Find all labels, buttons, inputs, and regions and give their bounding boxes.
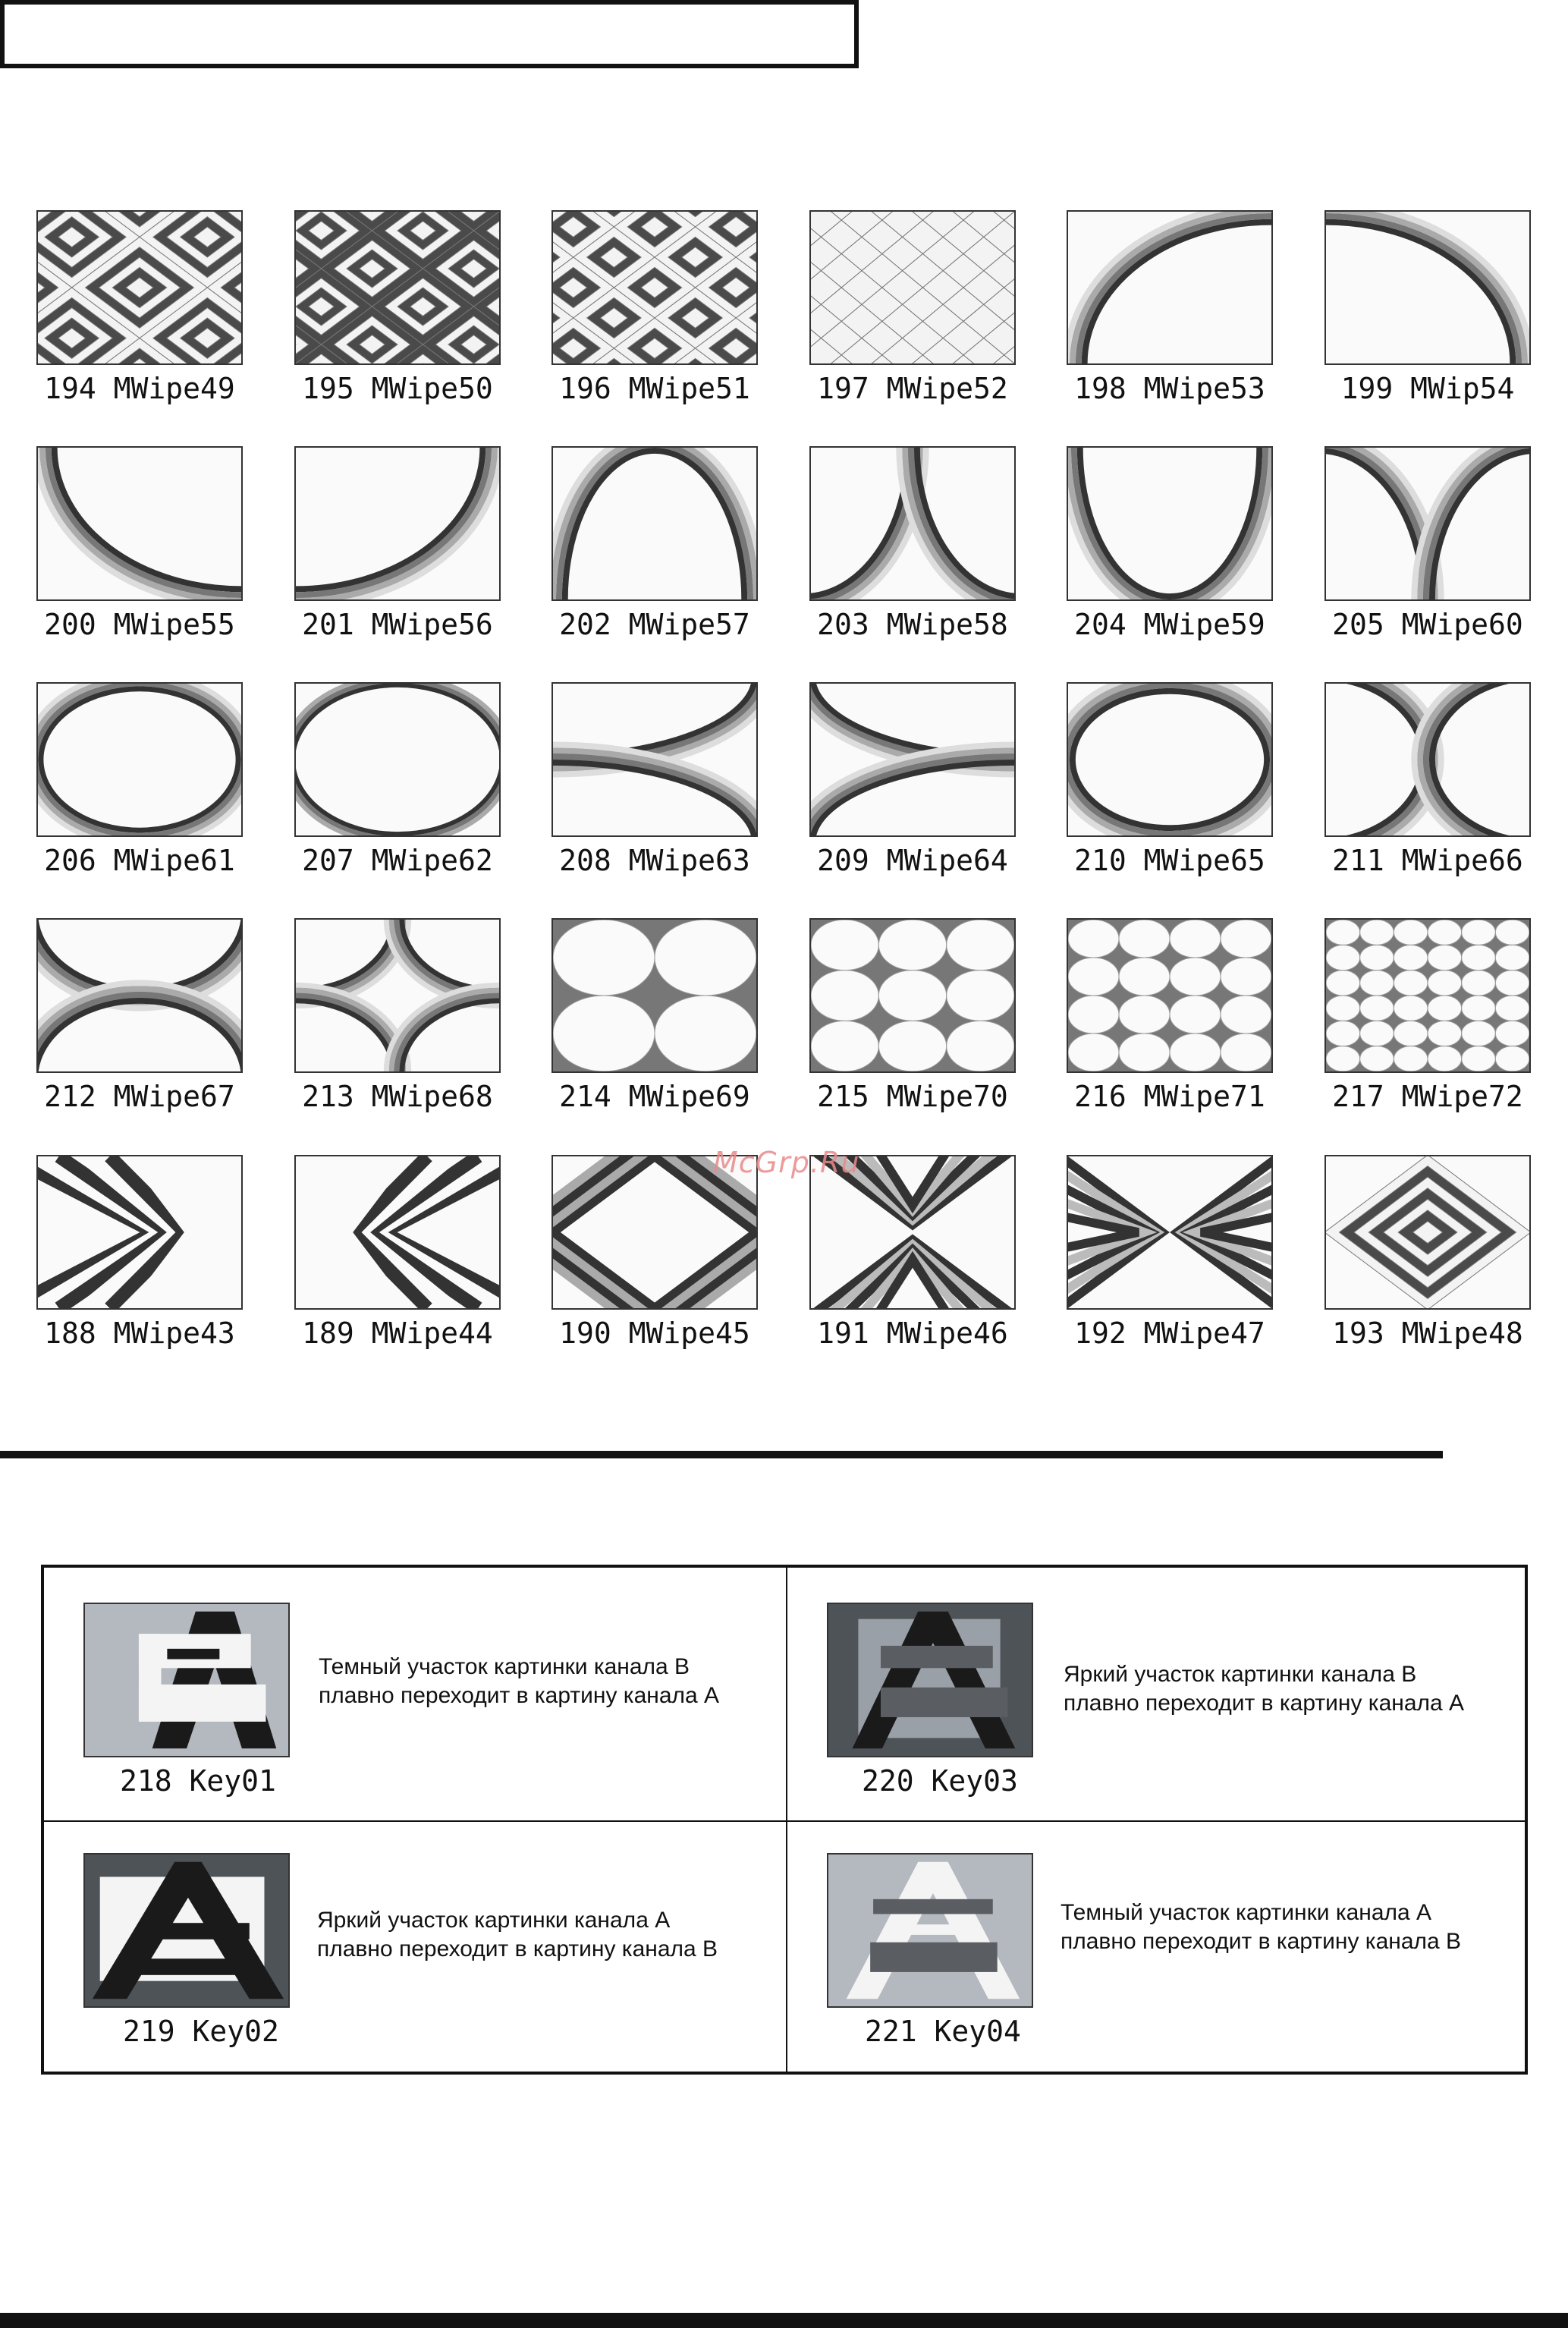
key-label: 219 Key02: [123, 2015, 279, 2048]
wipe-pattern-cell: [1067, 918, 1273, 1114]
key-label: 221 Key04: [865, 2015, 1021, 2048]
wipe-pattern-thumbnail: [1067, 1155, 1273, 1310]
wipe-pattern-label: 208 MWipe63: [559, 844, 750, 877]
wipe-pattern-cell: [36, 1155, 243, 1351]
wipe-pattern-cell: [1324, 1155, 1531, 1351]
wipe-pattern-graphic: [38, 212, 241, 363]
wipe-pattern-graphic: [1326, 684, 1529, 835]
wipe-pattern-cell: [551, 918, 758, 1114]
wipe-pattern-label: 192 MWipe47: [1074, 1317, 1265, 1350]
wipe-pattern-graphic: [1068, 1156, 1271, 1308]
key-description-line: плавно переходит в картину канала A: [1064, 1691, 1465, 1716]
wipe-pattern-label: 201 MWipe56: [302, 608, 493, 641]
wipe-pattern-cell: [809, 210, 1016, 406]
wipe-pattern-graphic: [1326, 212, 1529, 363]
wipe-pattern-graphic: [1068, 684, 1271, 835]
key-illustration: [85, 1604, 288, 1756]
wipe-pattern-graphic: [811, 212, 1014, 363]
wipe-pattern-label: 196 MWipe51: [559, 372, 750, 405]
wipe-pattern-cell: [1067, 1155, 1273, 1351]
wipe-pattern-thumbnail: [36, 918, 243, 1073]
key-description-line: Темный участок картинки канала B: [319, 1654, 690, 1679]
wipe-pattern-thumbnail: [551, 918, 758, 1073]
key-table: [41, 1565, 1528, 2075]
wipe-pattern-label: 204 MWipe59: [1074, 608, 1265, 641]
wipe-pattern-label: 214 MWipe69: [559, 1080, 750, 1113]
wipe-pattern-label: 211 MWipe66: [1332, 844, 1523, 877]
wipe-pattern-thumbnail: [36, 446, 243, 601]
wipe-pattern-label: 206 MWipe61: [44, 844, 235, 877]
key-description-line: Яркий участок картинки канала B: [1064, 1662, 1417, 1687]
wipe-pattern-graphic: [38, 920, 241, 1071]
wipe-pattern-cell: [1067, 682, 1273, 878]
wipe-pattern-cell: [1067, 210, 1273, 406]
key-description-line: плавно переходит в картину канала B: [1061, 1929, 1462, 1954]
wipe-pattern-label: 217 MWipe72: [1332, 1080, 1523, 1113]
wipe-pattern-graphic: [296, 1156, 499, 1308]
wipe-pattern-graphic: [811, 448, 1014, 599]
wipe-pattern-graphic: [1326, 920, 1529, 1071]
wipe-pattern-thumbnail: [36, 1155, 243, 1310]
wipe-pattern-label: 191 MWipe46: [817, 1317, 1008, 1350]
wipe-pattern-label: 209 MWipe64: [817, 844, 1008, 877]
wipe-pattern-label: 190 MWipe45: [559, 1317, 750, 1350]
wipe-pattern-graphic: [811, 1156, 1014, 1308]
wipe-pattern-thumbnail: [1067, 682, 1273, 837]
watermark: McGrp.Ru: [713, 1146, 860, 1179]
key-description: [319, 1653, 774, 1710]
bottom-bar: [0, 2313, 1568, 2328]
wipe-pattern-label: 200 MWipe55: [44, 608, 235, 641]
wipe-pattern-graphic: [811, 684, 1014, 835]
wipe-pattern-thumbnail: [809, 918, 1016, 1073]
wipe-pattern-cell: [809, 1155, 1016, 1351]
wipe-pattern-thumbnail: [1324, 918, 1531, 1073]
wipe-pattern-label: 194 MWipe49: [44, 372, 235, 405]
wipe-pattern-graphic: [553, 212, 756, 363]
wipe-pattern-label: 199 MWip54: [1340, 372, 1515, 405]
key-table-horizontal-line: [44, 1820, 1525, 1822]
key-description-line: Яркий участок картинки канала A: [317, 1908, 671, 1933]
wipe-pattern-thumbnail: [1067, 918, 1273, 1073]
wipe-pattern-thumbnail: [36, 682, 243, 837]
wipe-pattern-thumbnail: [1324, 446, 1531, 601]
wipe-pattern-label: 203 MWipe58: [817, 608, 1008, 641]
key-description-line: плавно переходит в картину канала A: [319, 1683, 720, 1708]
wipe-pattern-label: 212 MWipe67: [44, 1080, 235, 1113]
wipe-pattern-thumbnail: [294, 210, 501, 365]
wipe-pattern-cell: [36, 682, 243, 878]
wipe-pattern-label: 216 MWipe71: [1074, 1080, 1265, 1113]
wipe-pattern-thumbnail: [551, 682, 758, 837]
wipe-pattern-thumbnail: [1067, 446, 1273, 601]
wipe-pattern-graphic: [1326, 1156, 1529, 1308]
wipe-pattern-thumbnail: [294, 446, 501, 601]
wipe-pattern-cell: [809, 682, 1016, 878]
key-label: 220 Key03: [862, 1764, 1018, 1798]
key-illustration: [828, 1604, 1032, 1756]
wipe-pattern-graphic: [38, 684, 241, 835]
wipe-pattern-thumbnail: [294, 918, 501, 1073]
key-label: 218 Key01: [120, 1764, 276, 1798]
wipe-pattern-label: 193 MWipe48: [1332, 1317, 1523, 1350]
wipe-pattern-graphic: [1068, 920, 1271, 1071]
wipe-pattern-cell: [36, 210, 243, 406]
wipe-pattern-graphic: [38, 448, 241, 599]
wipe-pattern-thumbnail: [551, 210, 758, 365]
wipe-pattern-thumbnail: [36, 210, 243, 365]
wipe-pattern-label: 197 MWipe52: [817, 372, 1008, 405]
wipe-pattern-thumbnail: [809, 446, 1016, 601]
wipe-pattern-thumbnail: [809, 210, 1016, 365]
wipe-pattern-thumbnail: [1324, 1155, 1531, 1310]
wipe-pattern-label: 215 MWipe70: [817, 1080, 1008, 1113]
wipe-pattern-graphic: [1068, 212, 1271, 363]
section-divider: [0, 1451, 1443, 1458]
key-thumbnail: [83, 1853, 290, 2008]
wipe-pattern-graphic: [1068, 448, 1271, 599]
key-table-vertical-line: [786, 1568, 787, 2072]
wipe-pattern-cell: [294, 210, 501, 406]
wipe-pattern-cell: [294, 1155, 501, 1351]
wipe-pattern-cell: [809, 446, 1016, 642]
wipe-pattern-cell: [551, 682, 758, 878]
wipe-pattern-graphic: [553, 684, 756, 835]
wipe-pattern-graphic: [296, 684, 499, 835]
wipe-pattern-graphic: [296, 448, 499, 599]
key-thumbnail: [83, 1603, 290, 1757]
wipe-pattern-thumbnail: [294, 682, 501, 837]
key-description-line: Темный участок картинки канала A: [1061, 1900, 1432, 1925]
wipe-pattern-cell: [36, 446, 243, 642]
wipe-pattern-cell: [551, 446, 758, 642]
key-illustration: [85, 1855, 288, 2006]
wipe-pattern-cell: [294, 918, 501, 1114]
key-description: [317, 1906, 772, 1964]
wipe-pattern-graphic: [553, 1156, 756, 1308]
key-illustration: [828, 1855, 1032, 2006]
wipe-pattern-graphic: [296, 920, 499, 1071]
key-description-line: плавно переходит в картину канала B: [317, 1936, 718, 1961]
header-box: [0, 0, 859, 68]
wipe-pattern-graphic: [553, 448, 756, 599]
wipe-pattern-label: 188 MWipe43: [44, 1317, 235, 1350]
wipe-pattern-label: 195 MWipe50: [302, 372, 493, 405]
wipe-pattern-graphic: [1326, 448, 1529, 599]
wipe-pattern-graphic: [811, 920, 1014, 1071]
wipe-pattern-cell: [1324, 682, 1531, 878]
wipe-pattern-cell: [1067, 446, 1273, 642]
wipe-pattern-label: 207 MWipe62: [302, 844, 493, 877]
wipe-pattern-cell: [294, 446, 501, 642]
wipe-pattern-thumbnail: [1324, 210, 1531, 365]
wipe-pattern-cell: [809, 918, 1016, 1114]
wipe-pattern-thumbnail: [809, 682, 1016, 837]
wipe-pattern-label: 213 MWipe68: [302, 1080, 493, 1113]
wipe-pattern-graphic: [38, 1156, 241, 1308]
wipe-pattern-graphic: [553, 920, 756, 1071]
wipe-pattern-label: 210 MWipe65: [1074, 844, 1265, 877]
wipe-pattern-cell: [1324, 918, 1531, 1114]
wipe-pattern-cell: [1324, 210, 1531, 406]
wipe-pattern-graphic: [296, 212, 499, 363]
key-thumbnail: [827, 1853, 1033, 2008]
wipe-pattern-thumbnail: [551, 446, 758, 601]
wipe-pattern-thumbnail: [1067, 210, 1273, 365]
wipe-pattern-thumbnail: [1324, 682, 1531, 837]
wipe-pattern-thumbnail: [294, 1155, 501, 1310]
wipe-pattern-cell: [294, 682, 501, 878]
key-description: [1061, 1899, 1516, 1956]
wipe-pattern-label: 189 MWipe44: [302, 1317, 493, 1350]
wipe-pattern-cell: [551, 210, 758, 406]
wipe-pattern-label: 205 MWipe60: [1332, 608, 1523, 641]
wipe-pattern-cell: [1324, 446, 1531, 642]
wipe-pattern-label: 202 MWipe57: [559, 608, 750, 641]
wipe-pattern-label: 198 MWipe53: [1074, 372, 1265, 405]
wipe-pattern-cell: [36, 918, 243, 1114]
wipe-pattern-cell: [551, 1155, 758, 1351]
key-description: [1064, 1660, 1519, 1718]
key-thumbnail: [827, 1603, 1033, 1757]
